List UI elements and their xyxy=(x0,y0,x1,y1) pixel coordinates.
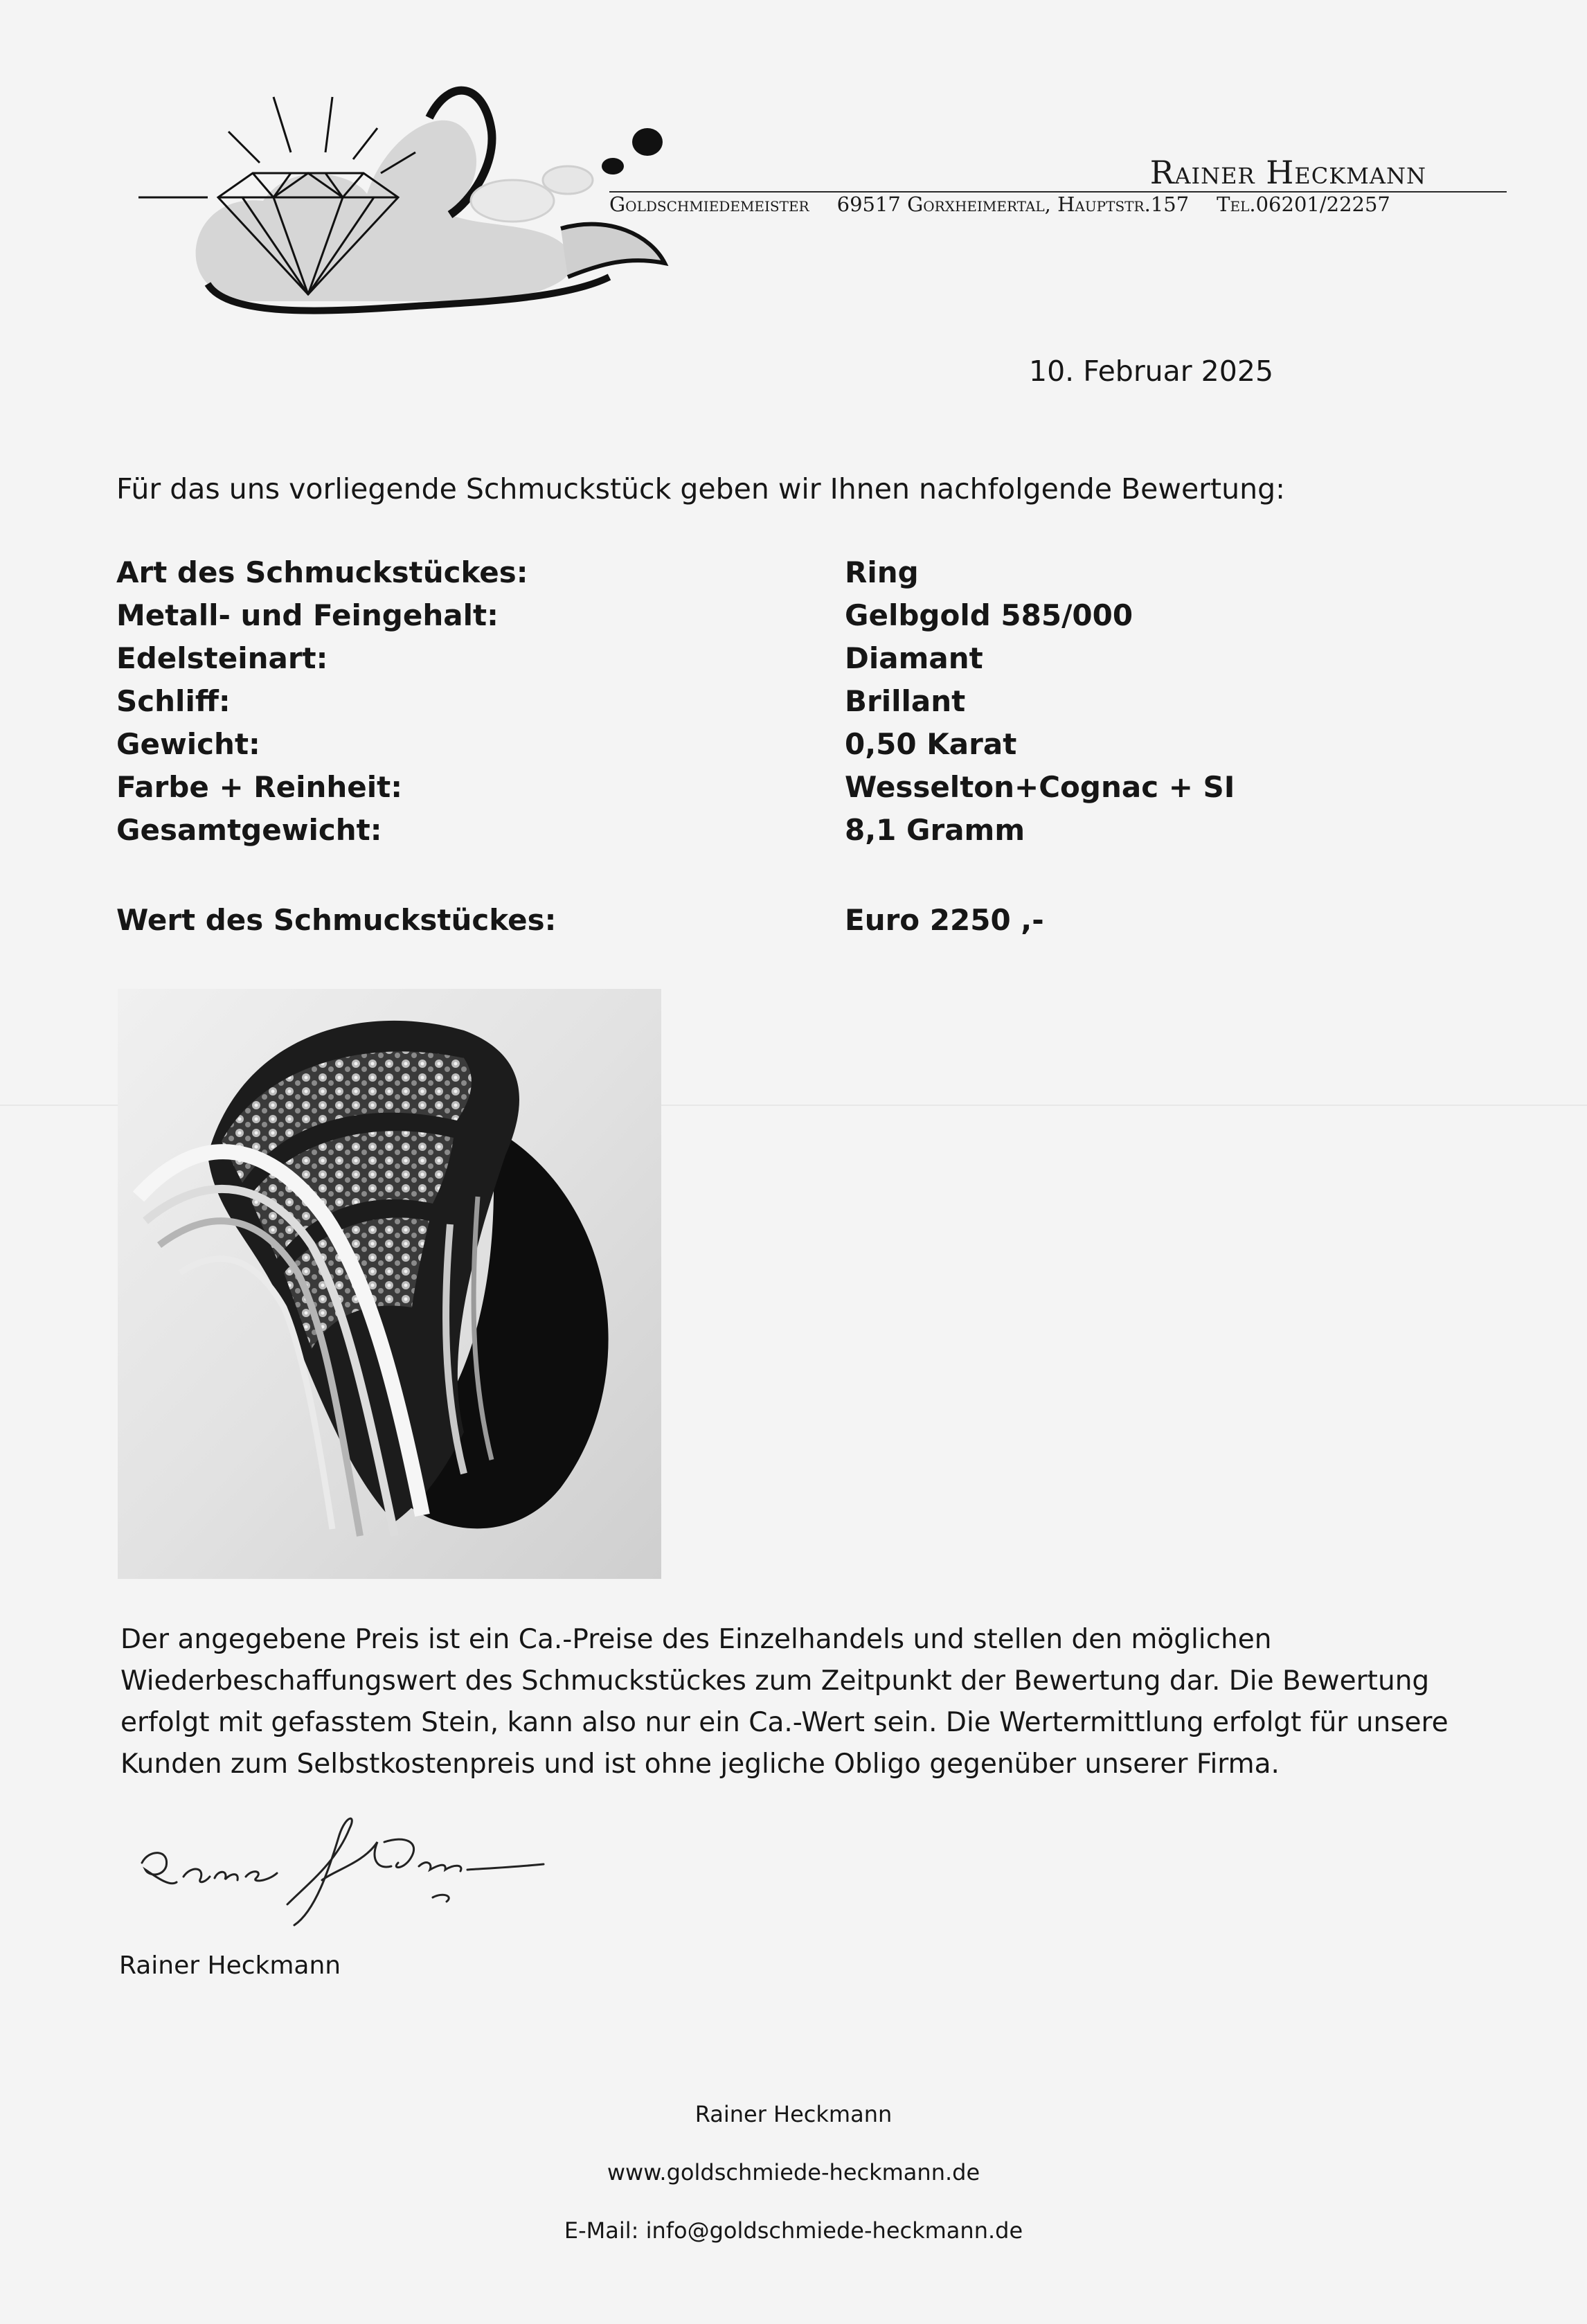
letterhead-contact xyxy=(609,193,1507,216)
firm-title: Goldschmiedemeister xyxy=(609,193,809,216)
signature-image xyxy=(128,1800,613,1939)
ring-photo-icon xyxy=(118,989,661,1579)
firm-address: 69517 Gorxheimertal, Hauptstr.157 xyxy=(836,193,1190,216)
footer-name: Rainer Heckmann xyxy=(694,2101,893,2127)
detail-value: 8,1 Gramm xyxy=(845,813,1025,847)
disclaimer-text xyxy=(120,1619,1478,1785)
detail-label: Farbe + Reinheit: xyxy=(116,770,403,804)
disclaimer-line: erfolgt mit gefasstem Stein, kann also nur ein Ca.-Wert sein. Die Wertermittlung erfolgt für unsere xyxy=(120,1707,1449,1738)
detail-value: Ring xyxy=(845,555,919,589)
detail-label: Gesamtgewicht: xyxy=(116,813,382,847)
detail-label: Schliff: xyxy=(116,684,231,718)
disclaimer-line: Der angegebene Preis ist ein Ca.-Preise des Einzelhandels und stellen den möglichen xyxy=(120,1624,1272,1655)
document-date: 10. Februar 2025 xyxy=(1029,355,1274,388)
firm-phone: Tel.06201/22257 xyxy=(1217,193,1390,216)
detail-value: Diamant xyxy=(845,641,983,675)
intro-text: Für das uns vorliegende Schmuckstück geben wir Ihnen nachfolgende Bewertung: xyxy=(116,472,1285,506)
detail-value: 0,50 Karat xyxy=(845,727,1017,761)
detail-value: Gelbgold 585/000 xyxy=(845,598,1133,632)
firm-name: Rainer Heckmann xyxy=(1149,154,1426,191)
detail-value: Wesselton+Cognac + SI xyxy=(845,770,1235,804)
value-amount: Euro 2250 ,- xyxy=(845,903,1044,937)
disclaimer-line: Kunden zum Selbstkostenpreis und ist ohne jegliche Obligo gegenüber unserer Firma. xyxy=(120,1749,1280,1780)
footer-website[interactable]: www.goldschmiede-heckmann.de xyxy=(607,2159,980,2186)
disclaimer-line: Wiederbeschaffungswert des Schmuckstückes zum Zeitpunkt der Bewertung dar. Die Bewertung xyxy=(120,1665,1430,1697)
detail-label: Edelsteinart: xyxy=(116,641,328,675)
footer-email[interactable]: E-Mail: info@goldschmiede-heckmann.de xyxy=(564,2217,1023,2244)
signer-name: Rainer Heckmann xyxy=(119,1951,341,1980)
diamond-logo-icon xyxy=(125,55,762,319)
detail-label: Art des Schmuckstückes: xyxy=(116,555,528,589)
detail-label: Metall- und Feingehalt: xyxy=(116,598,499,632)
detail-value: Brillant xyxy=(845,684,966,718)
detail-label: Gewicht: xyxy=(116,727,260,761)
value-label: Wert des Schmuckstückes: xyxy=(116,903,557,937)
